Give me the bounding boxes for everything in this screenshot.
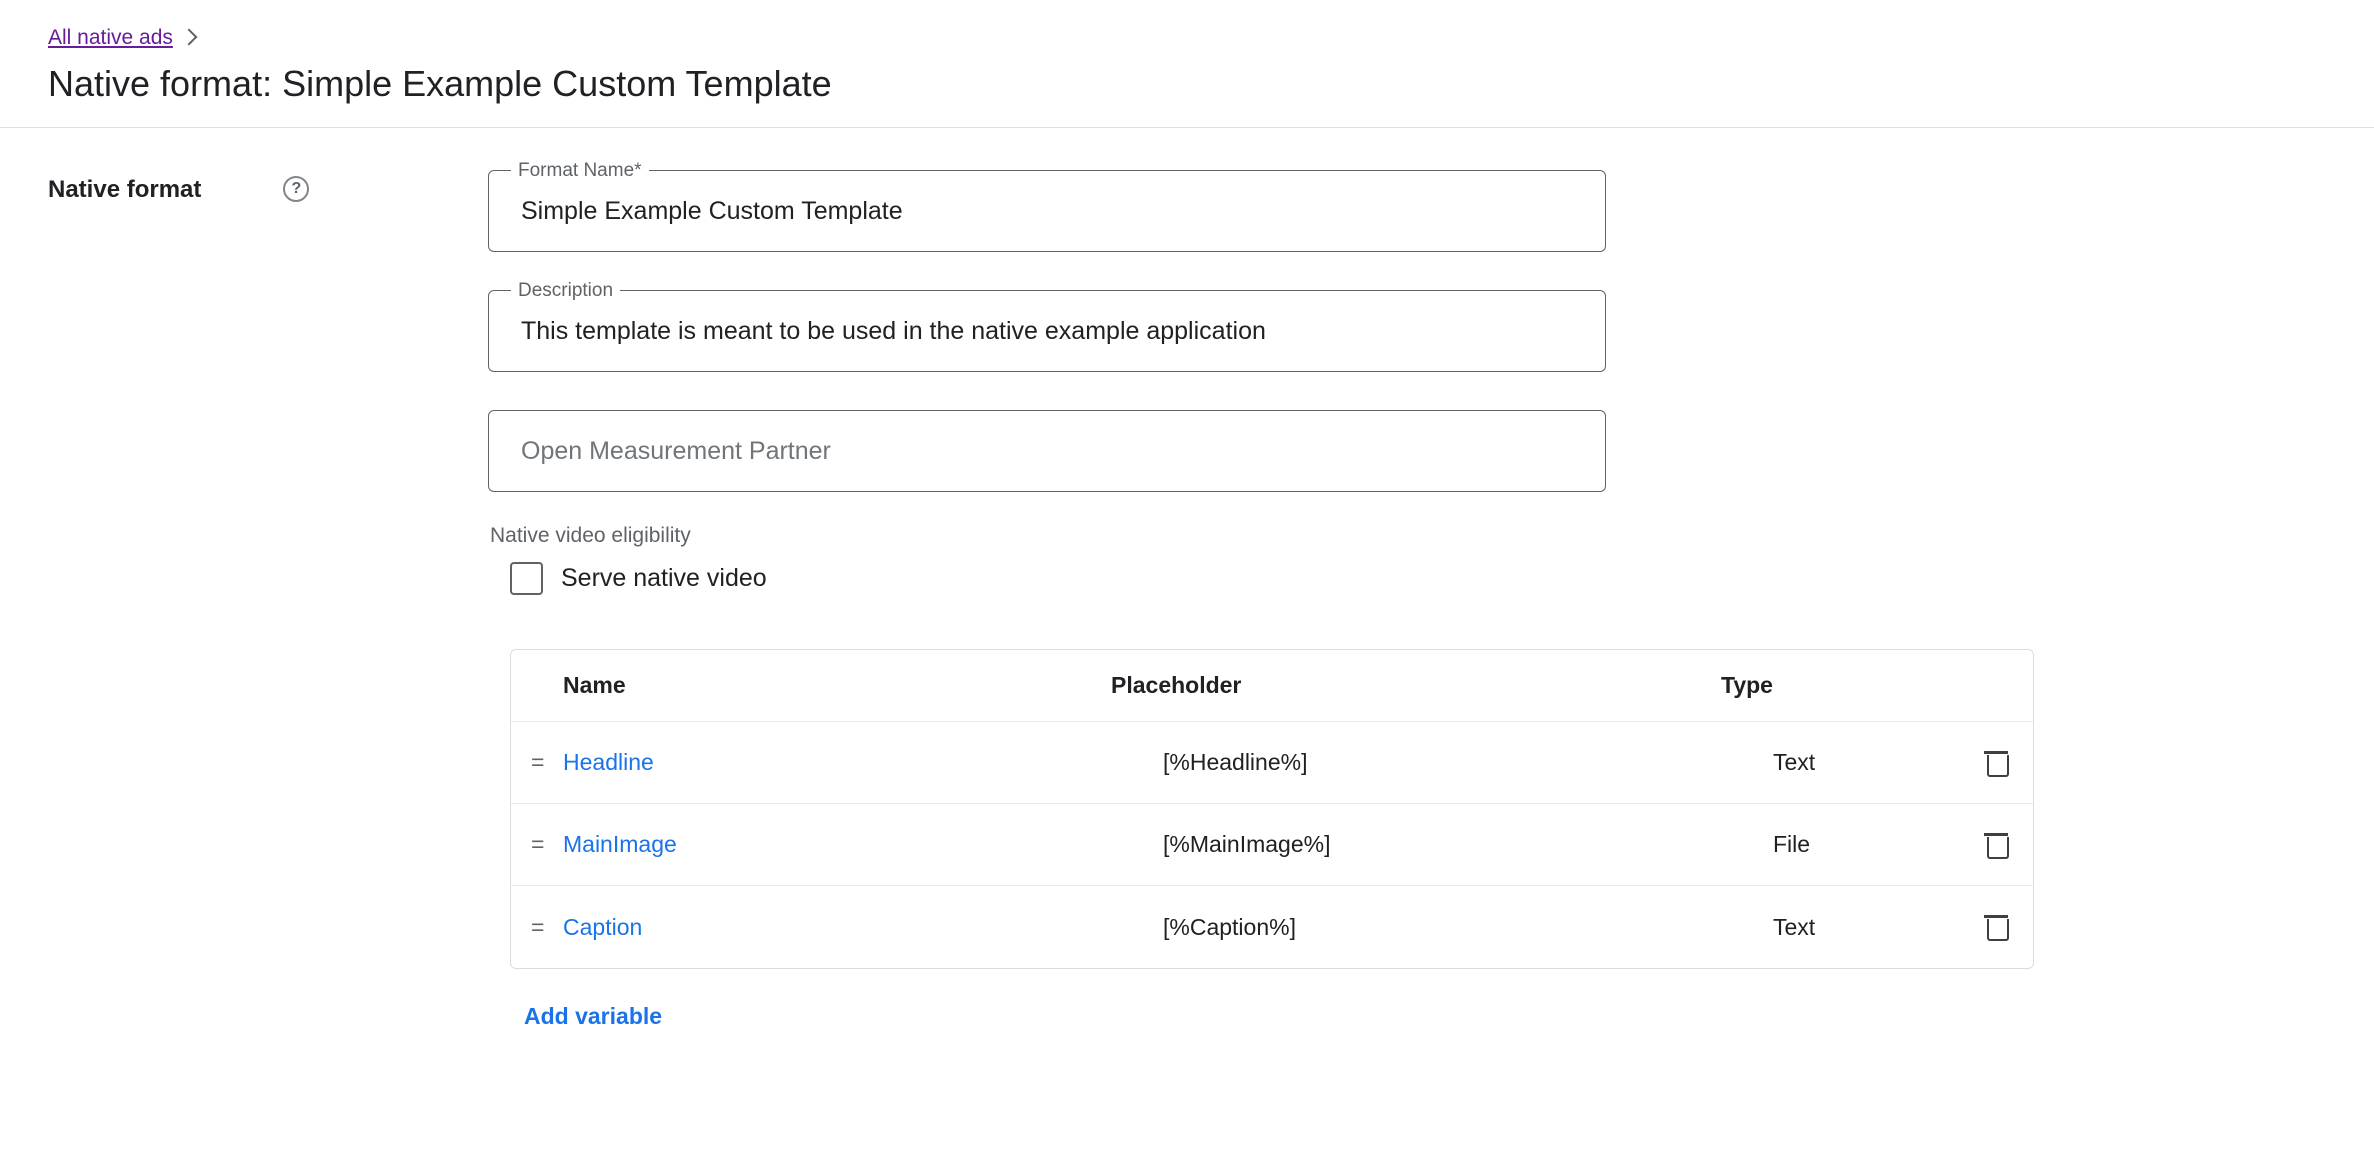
form-column: [488, 160, 2048, 1030]
open-measurement-partner-input[interactable]: [519, 436, 1575, 467]
table-header-row: [511, 650, 2033, 722]
variable-type-value: File: [1773, 831, 1811, 858]
description-input[interactable]: [519, 316, 1575, 347]
format-name-input[interactable]: [519, 196, 1575, 227]
page-title: Native format: Simple Example Custom Template: [48, 63, 832, 104]
delete-icon[interactable]: [1985, 751, 2007, 775]
serve-native-video-row[interactable]: [510, 562, 2048, 595]
serve-native-video-checkbox[interactable]: [510, 562, 543, 595]
serve-native-video-label[interactable]: Serve native video: [561, 564, 767, 593]
variable-type-value: Text: [1773, 749, 1816, 776]
chevron-right-icon: [180, 29, 197, 46]
drag-handle-icon[interactable]: =: [531, 749, 544, 776]
help-icon[interactable]: ?: [283, 176, 309, 202]
column-header-name: Name: [563, 672, 626, 699]
format-name-label: Format Name*: [511, 160, 649, 182]
section-label-column: [48, 170, 488, 1030]
variable-placeholder-value: [%Headline%]: [1163, 749, 1308, 776]
variables-table: [510, 649, 2034, 969]
variable-type-value: Text: [1773, 913, 1816, 940]
open-measurement-partner-field[interactable]: [488, 410, 1606, 492]
delete-icon[interactable]: [1985, 915, 2007, 939]
breadcrumb-link-all-native-ads[interactable]: All native ads: [48, 26, 173, 49]
variable-placeholder-value: [%Caption%]: [1163, 913, 1296, 940]
description-field[interactable]: [488, 280, 1606, 372]
content-area: [0, 128, 2374, 1030]
drag-handle-icon[interactable]: =: [531, 831, 544, 858]
table-row[interactable]: [511, 722, 2033, 804]
delete-icon[interactable]: [1985, 833, 2007, 857]
variable-placeholder-value: [%MainImage%]: [1163, 831, 1331, 858]
variable-name-link[interactable]: Caption: [563, 913, 643, 940]
table-row[interactable]: [511, 804, 2033, 886]
column-header-placeholder: Placeholder: [1111, 672, 1242, 699]
description-label: Description: [511, 280, 620, 302]
drag-handle-icon[interactable]: =: [531, 913, 544, 940]
native-video-eligibility-label: Native video eligibility: [490, 524, 691, 548]
breadcrumb: [48, 26, 2326, 50]
variable-name-link[interactable]: MainImage: [563, 831, 677, 858]
add-variable-button[interactable]: Add variable: [524, 1003, 663, 1030]
table-row[interactable]: [511, 886, 2033, 968]
variable-name-link[interactable]: Headline: [563, 749, 654, 776]
column-header-type: Type: [1721, 672, 1773, 699]
page-header: [0, 0, 2374, 128]
section-title-native-format: Native format: [48, 176, 202, 204]
format-name-field[interactable]: [488, 160, 1606, 252]
